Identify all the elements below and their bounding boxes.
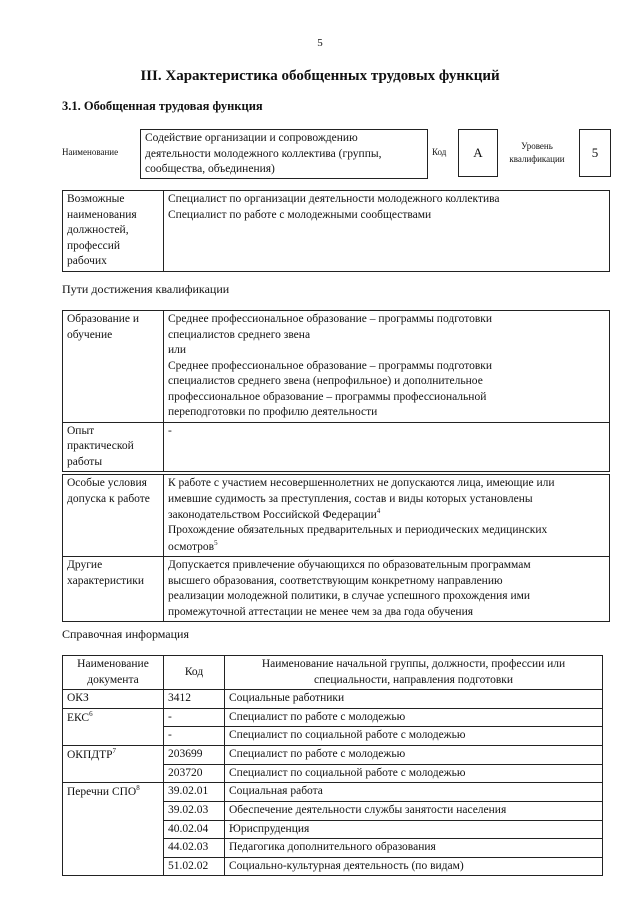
code-label: Код [432, 147, 447, 157]
special-label: Особые условия допуска к работе [63, 475, 164, 557]
positions-table [62, 190, 610, 272]
positions-label: Возможные наименования должностей, профессий рабочих [63, 191, 164, 272]
table-row [63, 783, 603, 802]
education-line: Среднее профессиональное образование – программы подготовки [168, 359, 493, 372]
ref-name: Обеспечение деятельности службы занятости населения [225, 802, 603, 821]
ref-name: Социально-культурная деятельность (по видам) [225, 857, 603, 876]
footnote-ref: 8 [136, 784, 140, 793]
education-table [62, 310, 610, 472]
subsection-title: 3.1. Обобщенная трудовая функция [62, 99, 263, 113]
footnote-ref: 4 [376, 507, 381, 516]
ref-doc [63, 802, 164, 821]
table-row [63, 820, 603, 839]
footnote-ref: 5 [214, 538, 218, 547]
ref-doc: ЕКС$^6$ [63, 708, 164, 727]
position-item: Специалист по организации деятельности молодежного коллектива [168, 193, 500, 205]
education-values [164, 311, 610, 423]
education-line: профессиональное образование – программы профессиональной [168, 390, 487, 403]
ref-doc [63, 820, 164, 839]
ref-doc: Перечни СПО$^8$ [63, 783, 164, 802]
level-value-box [579, 129, 611, 177]
table-row [63, 839, 603, 858]
ref-code: 203699 [164, 745, 225, 764]
level-label [500, 140, 574, 165]
section-title: III. Характеристика обобщенных трудовых функций [140, 68, 500, 84]
ref-code: 39.02.03 [164, 802, 225, 821]
table-row [63, 708, 603, 727]
ref-name: Специалист по работе с молодежью [225, 708, 603, 727]
ref-col-name: Наименование начальной группы, должности, профессии или специальности, направления подготовки [225, 656, 603, 690]
ref-name: Педагогика дополнительного образования [225, 839, 603, 858]
ref-name: Социальная работа [225, 783, 603, 802]
function-name-box [140, 129, 428, 179]
other-line: промежуточной аттестации не менее чем за два года обучения [168, 605, 474, 618]
level-label-line-2: квалификации [509, 153, 565, 164]
table-row [63, 727, 603, 746]
ref-code: 3412 [164, 690, 225, 709]
ref-code: - [164, 708, 225, 727]
conditions-table [62, 474, 610, 622]
ref-code: 40.02.04 [164, 820, 225, 839]
code-value: А [473, 145, 483, 160]
other-line: реализации молодежной политики, в случае успешного прохождения ими [168, 590, 531, 603]
ref-doc: ОКПДТР$^7$ [63, 745, 164, 764]
ref-doc [63, 857, 164, 876]
level-label-line-1: Уровень [521, 141, 553, 151]
reference-heading: Справочная информация [62, 627, 189, 641]
special-values [164, 475, 610, 557]
special-line: осмотров$^5$ [168, 538, 218, 553]
education-line: Среднее профессиональное образование – программы подготовки [168, 313, 493, 325]
special-line: Прохождение обязательных предварительных и периодических медицинских [168, 524, 548, 537]
education-line: переподготовки по профилю деятельности [168, 406, 378, 419]
ref-doc [63, 839, 164, 858]
special-line: К работе с участием несовершеннолетних не допускаются лица, имеющие или [168, 477, 555, 489]
ref-code: 51.02.02 [164, 857, 225, 876]
ref-doc [63, 764, 164, 783]
ref-code: 44.02.03 [164, 839, 225, 858]
table-row [63, 745, 603, 764]
ref-doc: ОКЗ [63, 690, 164, 709]
ref-name: Социальные работники [225, 690, 603, 709]
footnote-ref: 6 [89, 709, 93, 718]
level-value: 5 [591, 145, 599, 160]
ref-col-document: Наименование документа [63, 656, 164, 690]
education-line: специалистов среднего звена (непрофильное) и дополнительное [168, 375, 483, 388]
ref-name: Специалист по социальной работе с молодежью [225, 727, 603, 746]
footnote-ref: 7 [112, 746, 117, 755]
other-label: Другие характеристики [63, 557, 164, 622]
experience-value: - [164, 422, 610, 472]
other-line: высшего образования, соответствующим конкретному направлению [168, 574, 503, 587]
ref-code: 203720 [164, 764, 225, 783]
position-item: Специалист по работе с молодежными сообществами [168, 208, 432, 221]
table-row [63, 690, 603, 709]
education-label: Образование и обучение [63, 311, 164, 423]
paths-heading: Пути достижения квалификации [62, 282, 230, 296]
ref-col-code: Код [164, 656, 225, 690]
page-number: 5 [317, 37, 323, 49]
ref-name: Специалист по работе с молодежью [225, 745, 603, 764]
special-line: законодательством Российской Федерации$^4$ [168, 507, 381, 521]
ref-name: Юриспруденция [225, 820, 603, 839]
table-row [63, 764, 603, 783]
special-line: имевшие судимость за преступления, состав и виды которых установлены [168, 492, 533, 505]
education-line: специалистов среднего звена [168, 328, 311, 341]
education-line: или [168, 344, 187, 357]
experience-label: Опыт практической работы [63, 422, 164, 472]
other-line: Допускается привлечение обучающихся по образовательным программам [168, 559, 531, 572]
table-row [63, 857, 603, 876]
ref-code: - [164, 727, 225, 746]
other-values [164, 557, 610, 622]
ref-code: 39.02.01 [164, 783, 225, 802]
reference-table [62, 655, 603, 876]
ref-doc [63, 727, 164, 746]
ref-name: Специалист по социальной работе с молодежью [225, 764, 603, 783]
code-value-box [458, 129, 498, 177]
function-name-value: Содействие организации и сопровождению деятельности молодежного коллектива (группы, сообщества, объединения) [145, 132, 382, 176]
table-row [63, 802, 603, 821]
positions-values [164, 191, 610, 272]
name-label: Наименование [62, 147, 119, 157]
